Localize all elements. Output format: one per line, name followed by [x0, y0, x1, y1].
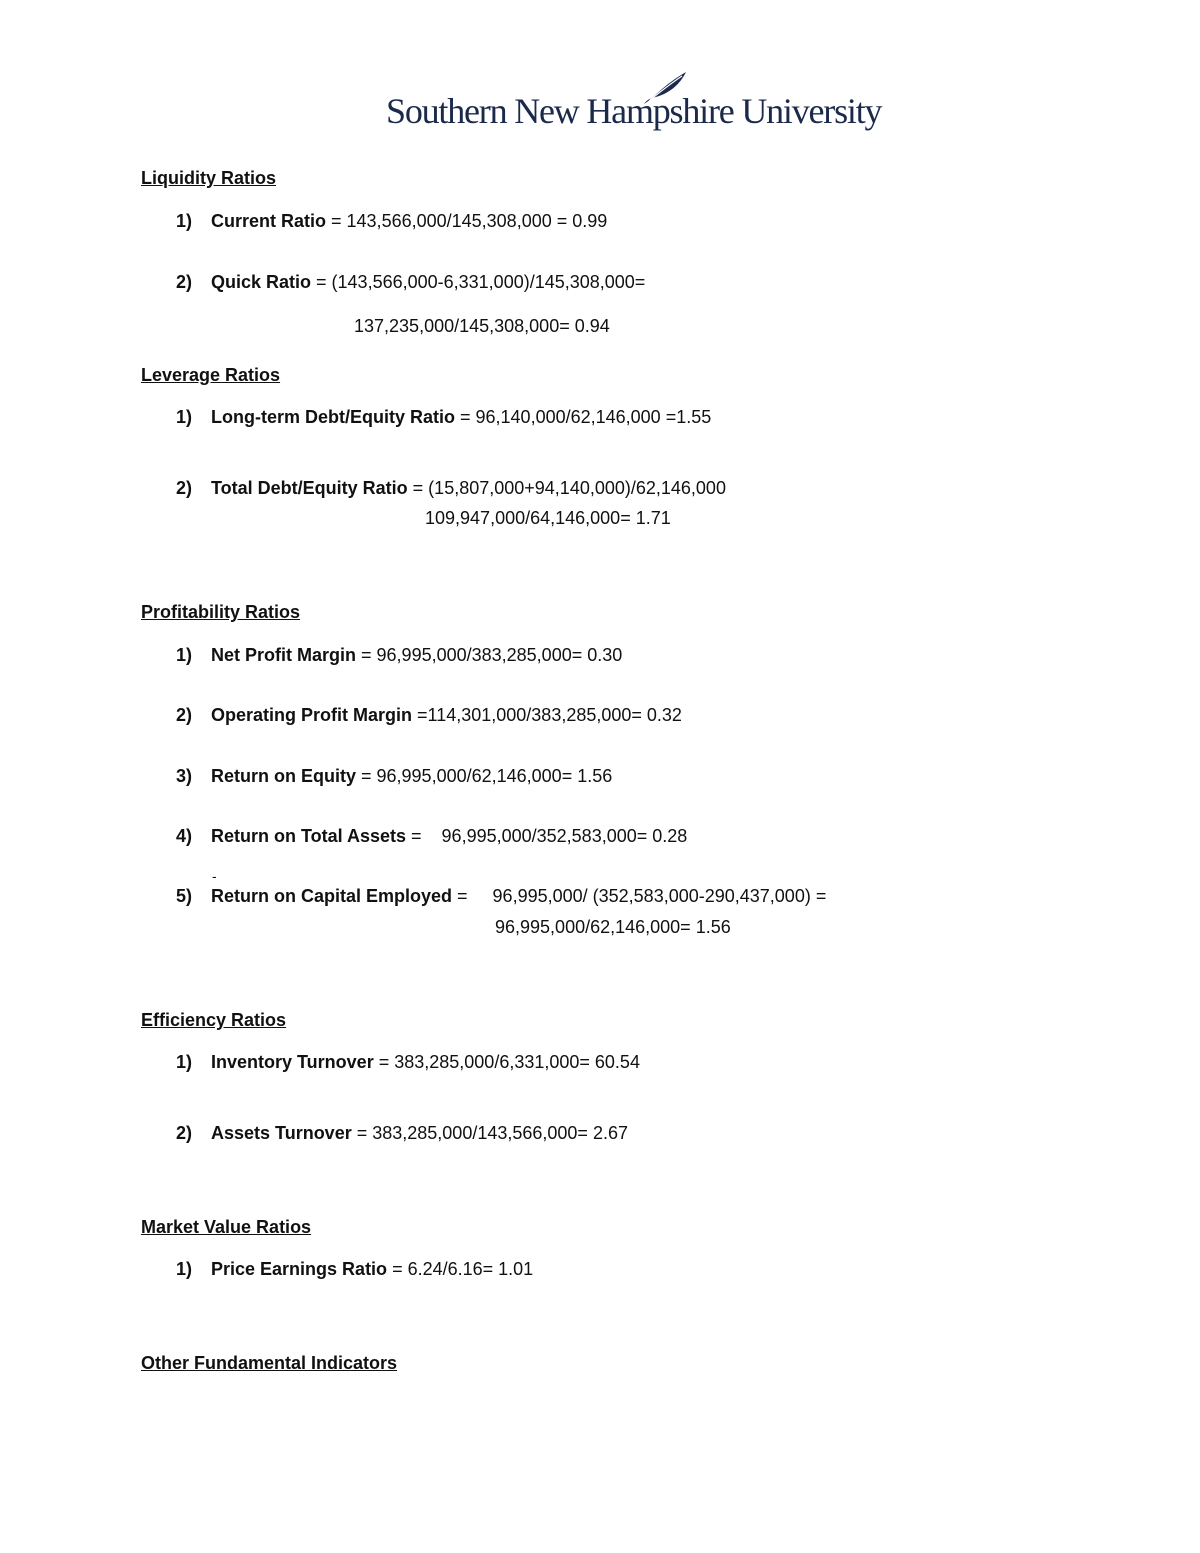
- item-label: Return on Capital Employed: [211, 886, 453, 906]
- item-number: 1): [176, 1052, 193, 1072]
- item-formula: = 143,566,000/145,308,000 = 0.99: [326, 211, 608, 231]
- list-item-price-earnings-ratio: [176, 1259, 533, 1280]
- item-label: Long-term Debt/Equity Ratio: [211, 407, 455, 427]
- item-number: 1): [176, 1259, 193, 1279]
- list-item-current-ratio: [176, 211, 607, 232]
- list-item-long-term-debt-equity: [176, 407, 711, 428]
- item-number: 1): [176, 407, 193, 427]
- item-number: 4): [176, 826, 193, 846]
- item-label: Net Profit Margin: [211, 645, 357, 665]
- item-label: Assets Turnover: [211, 1123, 352, 1143]
- item-number: 1): [176, 211, 193, 231]
- item-formula: =114,301,000/383,285,000= 0.32: [412, 705, 682, 725]
- roce-continuation: 96,995,000/62,146,000= 1.56: [495, 917, 731, 937]
- total-debt-equity-continuation: 109,947,000/64,146,000= 1.71: [425, 508, 671, 528]
- item-formula: = 96,995,000/352,583,000= 0.28: [406, 826, 688, 846]
- item-formula: = 96,995,000/383,285,000= 0.30: [356, 645, 623, 665]
- item-number: 5): [176, 886, 193, 906]
- item-number: 3): [176, 766, 193, 786]
- item-formula: = 383,285,000/6,331,000= 60.54: [373, 1052, 640, 1072]
- item-formula: = (143,566,000-6,331,000)/145,308,000=: [311, 272, 646, 292]
- item-formula: = 6.24/6.16= 1.01: [387, 1259, 534, 1279]
- list-item-total-debt-equity: [176, 478, 726, 499]
- item-label: Return on Total Assets: [211, 826, 407, 846]
- item-formula: = 96,995,000/ (352,583,000-290,437,000) =: [452, 886, 827, 906]
- heading-market-value-ratios: Market Value Ratios: [141, 1217, 312, 1237]
- item-label: Current Ratio: [211, 211, 327, 231]
- heading-liquidity-ratios: Liquidity Ratios: [141, 168, 276, 188]
- quick-ratio-continuation: 137,235,000/145,308,000= 0.94: [354, 316, 610, 336]
- stray-dash: -: [212, 868, 217, 884]
- item-number: 2): [176, 478, 193, 498]
- list-item-return-on-equity: [176, 766, 612, 787]
- item-label: Inventory Turnover: [211, 1052, 374, 1072]
- university-logo: [386, 68, 882, 138]
- item-number: 2): [176, 705, 193, 725]
- heading-leverage-ratios: Leverage Ratios: [141, 365, 281, 385]
- item-label: Operating Profit Margin: [211, 705, 413, 725]
- heading-efficiency-ratios: Efficiency Ratios: [141, 1010, 287, 1030]
- item-number: 1): [176, 645, 193, 665]
- item-number: 2): [176, 1123, 193, 1143]
- item-label: Price Earnings Ratio: [211, 1259, 388, 1279]
- item-formula: = (15,807,000+94,140,000)/62,146,000: [407, 478, 726, 498]
- list-item-assets-turnover: [176, 1123, 628, 1144]
- logo-text: Southern New Hampshire University: [386, 91, 882, 131]
- list-item-quick-ratio: [176, 272, 645, 293]
- list-item-return-on-total-assets: [176, 826, 687, 847]
- item-number: 2): [176, 272, 193, 292]
- heading-other-fundamental-indicators: Other Fundamental Indicators: [141, 1353, 398, 1373]
- item-formula: = 96,140,000/62,146,000 =1.55: [455, 407, 712, 427]
- list-item-return-on-capital-employed: [176, 886, 826, 907]
- list-item-inventory-turnover: [176, 1052, 640, 1073]
- item-formula: = 96,995,000/62,146,000= 1.56: [356, 766, 613, 786]
- list-item-net-profit-margin: [176, 645, 622, 666]
- item-label: Total Debt/Equity Ratio: [211, 478, 408, 498]
- item-label: Return on Equity: [211, 766, 356, 786]
- list-item-operating-profit-margin: [176, 705, 682, 726]
- heading-profitability-ratios: Profitability Ratios: [141, 602, 301, 622]
- item-label: Quick Ratio: [211, 272, 312, 292]
- item-formula: = 383,285,000/143,566,000= 2.67: [351, 1123, 628, 1143]
